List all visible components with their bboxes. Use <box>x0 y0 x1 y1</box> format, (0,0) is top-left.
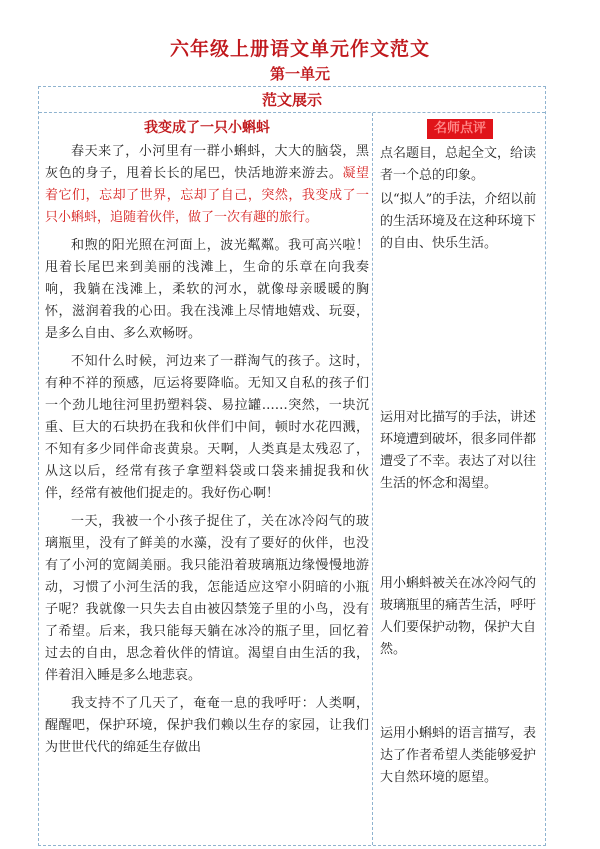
essay-column <box>45 117 369 765</box>
essay-title: 我变成了一只小蝌蚪 <box>144 120 270 136</box>
essay-paragraph-1 <box>45 141 369 229</box>
essay-paragraph-4: 一天，我被一个小孩子捉住了，关在冰冷闷气的玻璃瓶里，没有了鲜美的水藻，没有了要好的伙伴，也没有了小河的宽阔美丽。我只能沿着玻璃瓶边缘慢慢地游动，习惯了小河生活的我，怎能适应这窄小阴暗的小瓶子呢？我就像一只失去自由被囚禁笼子里的小鸟，没有了希望。后来，我只能每天躺在冰冷的瓶子里，回忆着过去的自由，思念着伙伴的情谊。渴望自由生活的我，伴着泪入睡是多么地悲哀。 <box>45 514 369 683</box>
comment-2: 以“拟人”的手法，介绍以前的生活环境及在这种环境下的自由、快乐生活。 <box>380 192 537 251</box>
section-header: 范文展示 <box>39 87 545 113</box>
essay-table <box>38 86 546 846</box>
paragraph-text: 春天来了，小河里有一群小蝌蚪，大大的脑袋，黑灰色的身子，甩着长长的尾巴，快活地游来游去。 <box>45 144 369 181</box>
unit-subtitle: 第一单元 <box>269 65 330 83</box>
commentary-tag: 名师点评 <box>427 119 493 139</box>
comment-1: 点名题目，总起全文，给读者一个总的印象。 <box>380 146 537 183</box>
comment-5: 运用小蝌蚪的语言描写，表达了作者希望人类能够爱护大自然环境的愿望。 <box>380 726 537 785</box>
column-divider <box>372 113 373 845</box>
page-title: 六年级上册语文单元作文范文 <box>169 38 430 60</box>
comment-3: 运用对比描写的手法，讲述环境遭到破坏，很多同伴都遭受了不幸。表达了对以往生活的怀念和渴望。 <box>380 410 537 491</box>
essay-paragraph-5: 我支持不了几天了，奄奄一息的我呼吁：人类啊，醒醒吧，保护环境，保护我们赖以生存的家园，让我们为世世代代的绵延生存做出 <box>45 696 369 755</box>
commentary-column <box>380 117 540 785</box>
essay-paragraph-2: 和煦的阳光照在河面上，波光粼粼。我可高兴啦！甩着长尾巴来到美丽的浅滩上，生命的乐章在向我奏响，我躺在浅滩上，柔软的河水，就像母亲暖暖的胸怀，滋润着我的心田。我在浅滩上尽情地嬉戏、玩耍，是多么自由、多么欢畅呀。 <box>45 238 369 341</box>
highlighted-text: 凝望着它们，忘却了世界，忘却了自己，突然，我变成了一只小蝌蚪，追随着伙伴，做了一次有趣的旅行。 <box>45 166 369 225</box>
essay-paragraph-3: 不知什么时候，河边来了一群淘气的孩子。这时，有种不祥的预感，厄运将要降临。无知又自私的孩子们一个劲儿地往河里扔塑料袋、易拉罐……突然，一块沉重、巨大的石块扔在我和伙伴们中间，顿时水花四溅，不知有多少同伴命丧黄泉。天啊，人类真是太残忍了，从这以后，经常有孩子拿塑料袋或口袋来捕捉我和伙伴，经常有被他们捉走的。我好伤心啊！ <box>45 354 369 501</box>
comment-4: 用小蝌蚪被关在冰冷闷气的玻璃瓶里的痛苦生活，呼吁人们要保护动物，保护大自然。 <box>380 576 537 657</box>
